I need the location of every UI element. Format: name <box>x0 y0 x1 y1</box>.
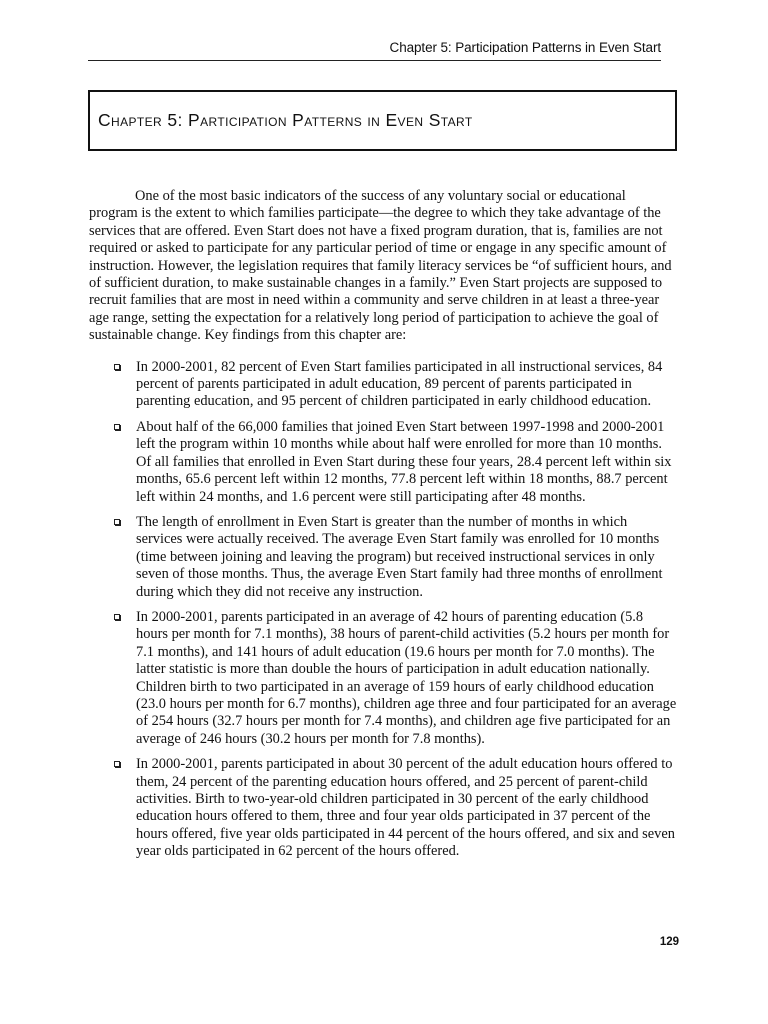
page-number: 129 <box>659 936 679 948</box>
finding-item <box>89 419 677 506</box>
finding-text: About half of the 66,000 families that joined Even Start between 1997-1998 and 2000-2001 left the program within 10 months while about half were enrolled for more than 10 months. Of all families that enrolled in Even Start during these four years, 28.4 percent left within six months, 65.6 percent left within 12 months, 77.8 percent left within 18 months, 88.7 percent left within 24 months, and 1.6 percent were still participating after 48 months. <box>136 418 672 505</box>
finding-item <box>89 514 677 601</box>
finding-text: In 2000-2001, 82 percent of Even Start families participated in all instructional services, 84 percent of parents participated in adult education, 89 percent of parents participated in parenting education, and 95 percent of children participated in early childhood education. <box>136 358 663 410</box>
running-header: Chapter 5: Participation Patterns in Even Start <box>88 40 661 61</box>
checkbox-bullet-icon <box>114 424 120 430</box>
chapter-title: Chapter 5: Participation Patterns in Even Start <box>98 110 473 130</box>
checkbox-bullet-icon <box>114 761 120 767</box>
finding-text: In 2000-2001, parents participated in about 30 percent of the adult education hours offered to them, 24 percent of the parenting education hours offered, and 25 percent of parent-child activities. Birth to two-year-old children participated in 30 percent of the early childhood education hours offered to them, three and four year olds participated in 37 percent of the hours offered, five year olds participated in 44 percent of the hours offered, and six and seven year olds participated in 62 percent of the hours offered. <box>136 756 675 860</box>
checkbox-bullet-icon <box>114 614 120 620</box>
checkbox-bullet-icon <box>114 364 120 370</box>
finding-item <box>89 609 677 748</box>
intro-paragraph: One of the most basic indicators of the success of any voluntary social or educational program is the extent to which families participate—the degree to which they take advantage of the services that are offered. Even Start does not have a fixed program duration, that is, families are not required or asked to participate for any particular period of time or engage in any specific amount of instruction. However, the legislation requires that family literacy services be “of sufficient hours, and of sufficient duration, to make sustainable changes in a family.” Even Start projects are supposed to recruit families that are most in need within a community and serve children in at least a three-year age range, setting the expectation for a relatively long period of participation to achieve the goal of sustainable change. Key findings from this chapter are: <box>89 188 672 344</box>
finding-item <box>89 359 677 411</box>
finding-text: In 2000-2001, parents participated in an average of 42 hours of parenting education (5.8 hours per month for 7.1 months), 38 hours of parent-child activities (5.2 hours per month for 7.1 months), and 141 hours of adult education (19.6 hours per month for 7.0 months). The latter statistic is more than double the hours of participation in adult education nationally. Children birth to two participated in an average of 159 hours of early childhood education (23.0 hours per month for 6.7 months), children age three and four participated for an average of 254 hours (32.7 hours per month for 7.4 months), and children age five participated for an average of 246 hours (30.2 hours per month for 7.8 months). <box>136 608 677 747</box>
finding-item <box>89 756 677 860</box>
chapter-title-box <box>88 90 677 151</box>
body-text <box>89 188 677 869</box>
finding-text: The length of enrollment in Even Start is greater than the number of months in which services were actually received. The average Even Start family was enrolled for 10 months (time between joining and leaving the program) but received instructional services in only seven of those months. Thus, the average Even Start family had three months of enrollment during which they did not receive any instruction. <box>136 513 663 600</box>
checkbox-bullet-icon <box>114 519 120 525</box>
key-findings-list <box>89 359 677 861</box>
